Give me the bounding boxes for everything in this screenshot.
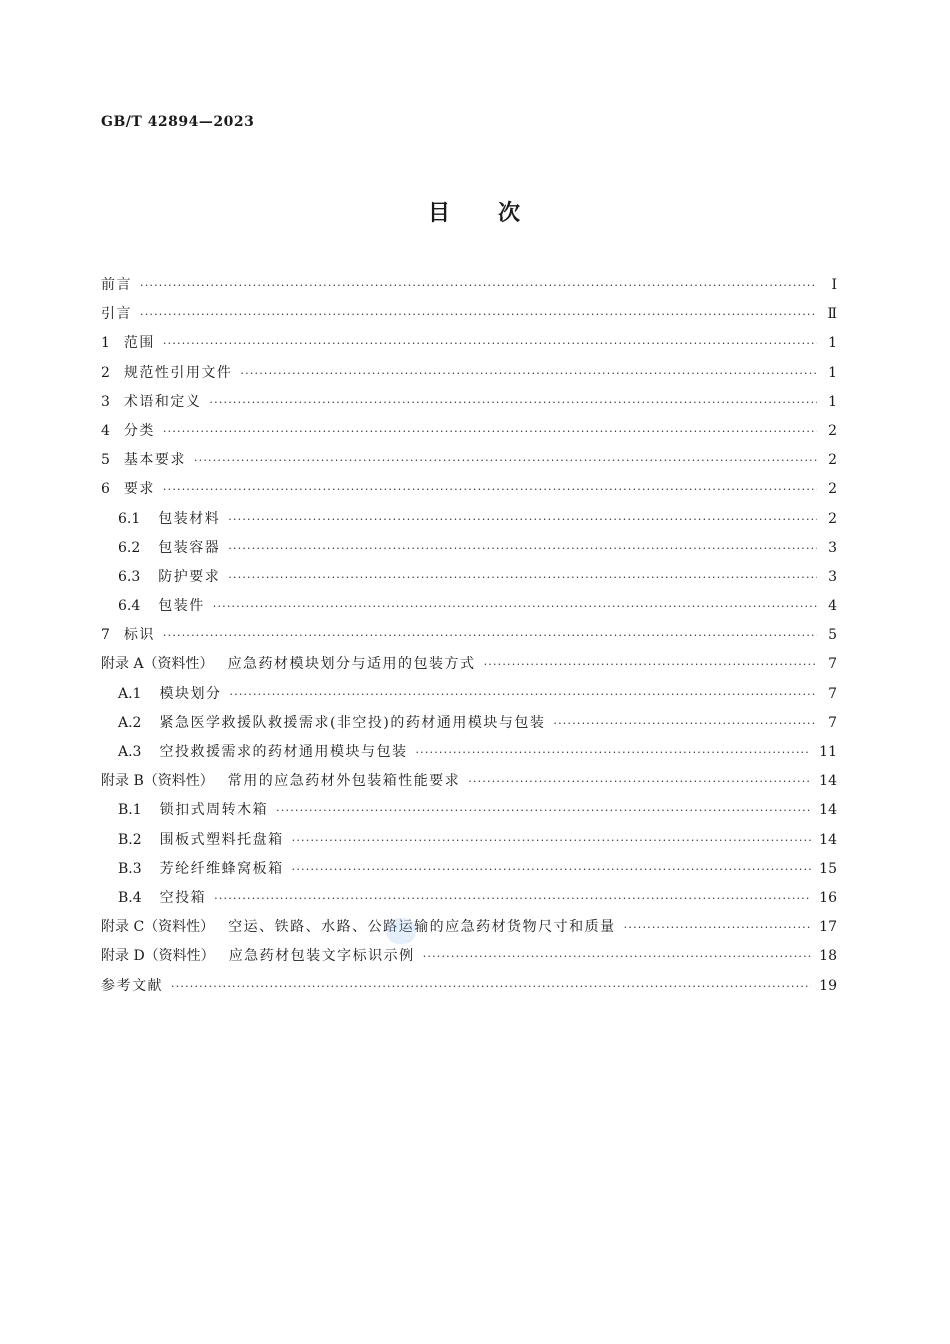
toc-entry-number: 1 bbox=[101, 335, 110, 352]
toc-entry[interactable] bbox=[101, 303, 837, 332]
toc-entry-title: 包装材料 bbox=[158, 510, 221, 527]
dot-leader bbox=[194, 454, 817, 467]
watermark-mark bbox=[386, 918, 416, 944]
toc-entry-title: 前言 bbox=[101, 277, 132, 293]
toc-entry[interactable] bbox=[101, 770, 837, 799]
toc-entry-title: 引言 bbox=[101, 306, 132, 323]
dot-leader bbox=[240, 367, 817, 380]
dot-leader bbox=[468, 775, 811, 788]
dot-leader bbox=[228, 513, 817, 526]
toc-entry-title: 应急药材模块划分与适用的包装方式 bbox=[227, 656, 476, 673]
toc-entry-title: 标识 bbox=[123, 627, 155, 644]
toc-entry-number: 附录 D（资料性） bbox=[101, 948, 215, 965]
toc-entry-title: 常用的应急药材外包装箱性能要求 bbox=[227, 773, 461, 790]
toc-entry-page: 2 bbox=[828, 422, 837, 439]
dot-leader bbox=[163, 425, 817, 438]
toc-entry-title: 空投救援需求的药材通用模块与包装 bbox=[159, 744, 408, 760]
title-char-2: 次 bbox=[498, 201, 523, 226]
dot-leader bbox=[214, 892, 811, 905]
toc-entry[interactable] bbox=[101, 653, 837, 682]
toc-entry-page: 15 bbox=[819, 860, 837, 877]
page-title bbox=[0, 196, 950, 227]
standard-code: GB/T 42894—2023 bbox=[101, 114, 255, 130]
toc-entry[interactable] bbox=[101, 478, 837, 507]
toc-entry-number: 6.2 bbox=[118, 539, 141, 556]
toc-entry-number: 附录 B（资料性） bbox=[101, 773, 214, 790]
toc-entry-page: 1 bbox=[828, 335, 837, 352]
toc-entry-number: 6.4 bbox=[118, 598, 141, 615]
toc-entry[interactable] bbox=[101, 624, 837, 653]
toc-entry-page: 2 bbox=[828, 510, 837, 527]
toc-entry-title: 空运、铁路、水路、公路运输的应急药材货物尺寸和质量 bbox=[228, 919, 616, 936]
toc-entry-page: 4 bbox=[828, 598, 837, 615]
toc-entry-title: 空投箱 bbox=[159, 889, 207, 906]
toc-entry[interactable] bbox=[101, 362, 837, 391]
toc-entry-page: 7 bbox=[828, 685, 837, 702]
toc-entry-number: A.3 bbox=[118, 744, 142, 760]
toc-entry-number: 2 bbox=[101, 364, 110, 381]
title-char-1: 目 bbox=[427, 201, 452, 226]
toc-entry[interactable] bbox=[101, 799, 837, 828]
toc-entry-page: 7 bbox=[828, 656, 837, 673]
dot-leader bbox=[276, 804, 811, 817]
dot-leader bbox=[171, 980, 811, 993]
toc-entry[interactable] bbox=[101, 420, 837, 449]
toc-entry-page: 5 bbox=[828, 627, 837, 644]
toc-entry[interactable] bbox=[101, 508, 837, 537]
toc-entry-number: 6.3 bbox=[118, 568, 141, 585]
toc-entry-page: 11 bbox=[819, 744, 837, 760]
toc-entry-number: 6 bbox=[101, 481, 110, 498]
dot-leader bbox=[415, 746, 811, 759]
toc-entry-page: 1 bbox=[828, 364, 837, 381]
dot-leader bbox=[209, 396, 817, 409]
toc-entry-page: 14 bbox=[819, 773, 837, 790]
table-of-contents bbox=[101, 274, 837, 1004]
toc-entry-page: Ⅱ bbox=[827, 306, 837, 323]
toc-entry-number: 3 bbox=[101, 393, 110, 410]
toc-entry-number: B.4 bbox=[118, 889, 142, 906]
toc-entry-number: B.3 bbox=[118, 860, 142, 877]
toc-entry-title: 应急药材包装文字标识示例 bbox=[228, 948, 415, 965]
dot-leader bbox=[140, 279, 817, 292]
toc-entry-page: 14 bbox=[819, 802, 837, 819]
toc-entry-page: 3 bbox=[828, 539, 837, 556]
toc-entry-title: 范围 bbox=[123, 335, 155, 352]
dot-leader bbox=[292, 863, 812, 876]
toc-entry-number: 6.1 bbox=[118, 510, 141, 527]
dot-leader bbox=[553, 717, 817, 730]
toc-entry[interactable] bbox=[101, 595, 837, 624]
toc-entry-page: Ⅰ bbox=[831, 277, 837, 293]
toc-entry-number: A.1 bbox=[118, 685, 142, 702]
toc-entry-title: 防护要求 bbox=[158, 568, 221, 585]
toc-entry-title: 参考文献 bbox=[101, 977, 163, 994]
toc-entry-number: B.1 bbox=[118, 802, 142, 819]
toc-entry-page: 16 bbox=[819, 889, 837, 906]
dot-leader bbox=[213, 600, 817, 613]
toc-entry[interactable] bbox=[101, 858, 837, 887]
dot-leader bbox=[228, 571, 817, 584]
toc-entry-page: 2 bbox=[828, 481, 837, 498]
toc-entry-page: 19 bbox=[819, 977, 837, 994]
toc-entry-title: 分类 bbox=[123, 422, 155, 439]
toc-entry-title: 术语和定义 bbox=[123, 393, 202, 410]
toc-entry-title: 芳纶纤维蜂窝板箱 bbox=[159, 860, 284, 877]
toc-entry-number: 7 bbox=[101, 627, 110, 644]
toc-entry-number: A.2 bbox=[118, 714, 142, 731]
toc-entry[interactable] bbox=[101, 975, 837, 1004]
toc-entry[interactable] bbox=[101, 945, 837, 974]
toc-entry-page: 1 bbox=[828, 393, 837, 410]
toc-entry-number: 附录 C（资料性） bbox=[101, 919, 215, 936]
dot-leader bbox=[484, 658, 817, 671]
toc-entry-number: 5 bbox=[101, 452, 110, 469]
toc-entry-number: B.2 bbox=[118, 831, 142, 848]
toc-entry-title: 包装容器 bbox=[158, 539, 221, 556]
toc-entry-page: 18 bbox=[819, 948, 837, 965]
toc-entry-page: 7 bbox=[828, 714, 837, 731]
toc-entry-title: 围板式塑料托盘箱 bbox=[159, 831, 284, 848]
toc-entry[interactable] bbox=[101, 887, 837, 916]
toc-entry-number: 4 bbox=[101, 422, 110, 439]
dot-leader bbox=[624, 921, 812, 934]
toc-entry[interactable] bbox=[101, 537, 837, 566]
toc-entry[interactable] bbox=[101, 683, 837, 712]
toc-entry-page: 2 bbox=[828, 452, 837, 469]
toc-entry-title: 要求 bbox=[123, 481, 155, 498]
toc-entry-title: 包装件 bbox=[158, 598, 205, 615]
dot-leader bbox=[229, 688, 817, 701]
toc-entry-page: 17 bbox=[819, 919, 837, 936]
toc-entry-page: 14 bbox=[819, 831, 837, 848]
dot-leader bbox=[140, 308, 817, 321]
toc-entry-title: 规范性引用文件 bbox=[123, 364, 233, 381]
toc-entry[interactable] bbox=[101, 274, 837, 303]
dot-leader bbox=[228, 542, 817, 555]
dot-leader bbox=[163, 337, 817, 350]
toc-entry-title: 锁扣式周转木箱 bbox=[159, 802, 269, 819]
toc-entry-page: 3 bbox=[828, 568, 837, 585]
toc-entry[interactable] bbox=[101, 566, 837, 595]
toc-entry-number: 附录 A（资料性） bbox=[101, 656, 214, 673]
toc-entry[interactable] bbox=[101, 741, 837, 770]
toc-entry[interactable] bbox=[101, 712, 837, 741]
toc-entry[interactable] bbox=[101, 332, 837, 361]
toc-entry[interactable] bbox=[101, 391, 837, 420]
toc-entry-title: 模块划分 bbox=[159, 685, 222, 702]
toc-entry[interactable] bbox=[101, 449, 837, 478]
toc-entry[interactable] bbox=[101, 916, 837, 945]
toc-entry-title: 紧急医学救援队救援需求(非空投)的药材通用模块与包装 bbox=[159, 714, 546, 731]
dot-leader bbox=[423, 950, 811, 963]
toc-entry-title: 基本要求 bbox=[123, 452, 186, 469]
dot-leader bbox=[163, 483, 817, 496]
toc-entry[interactable] bbox=[101, 829, 837, 858]
dot-leader bbox=[163, 629, 817, 642]
dot-leader bbox=[292, 834, 812, 847]
